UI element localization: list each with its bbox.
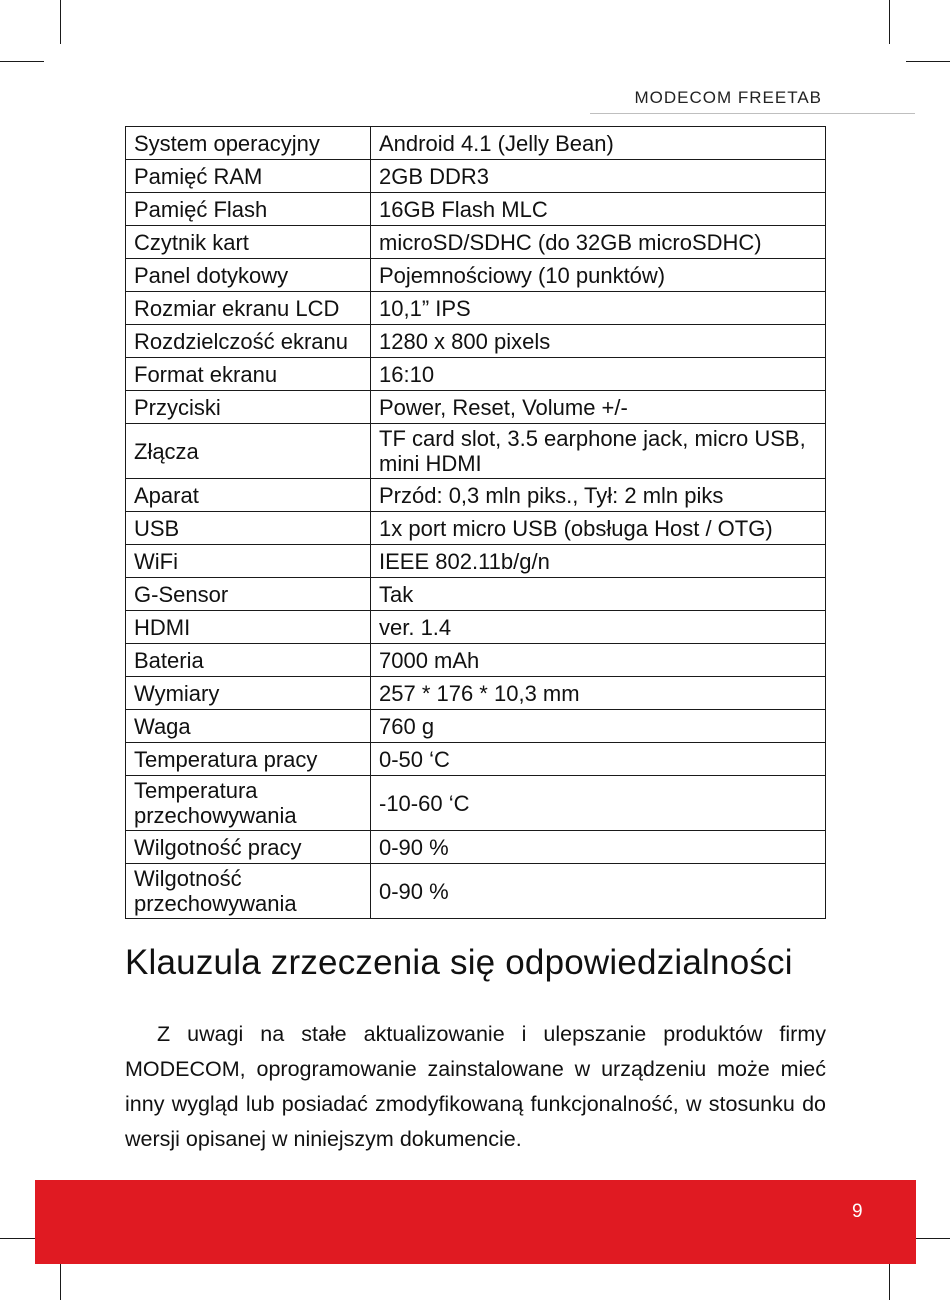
spec-label: Panel dotykowy	[126, 259, 371, 292]
disclaimer-paragraph: Z uwagi na stałe aktualizowanie i ulepszanie produktów firmy MODECOM, oprogramowanie zainstalowane w urządzeniu może mieć inny wygląd lub posiadać zmodyfikowaną funkcjonalność, w stosunku do wersji opisanej w niniejszym dokumencie.	[125, 1022, 826, 1151]
header-rule	[590, 113, 915, 114]
spec-value: 16:10	[371, 358, 826, 391]
table-row	[126, 226, 826, 259]
spec-value: 7000 mAh	[371, 644, 826, 677]
spec-value: Tak	[371, 578, 826, 611]
table-row	[126, 259, 826, 292]
spec-value: 1x port micro USB (obsługa Host / OTG)	[371, 512, 826, 545]
table-row	[126, 545, 826, 578]
spec-value: 16GB Flash MLC	[371, 193, 826, 226]
spec-value: 0-90 %	[371, 864, 826, 919]
spec-value: 1280 x 800 pixels	[371, 325, 826, 358]
spec-label: Czytnik kart	[126, 226, 371, 259]
section-title: Klauzula zrzeczenia się odpowiedzialności	[125, 943, 793, 982]
crop-mark	[906, 61, 950, 62]
table-row	[126, 358, 826, 391]
table-row	[126, 391, 826, 424]
spec-label: Wymiary	[126, 677, 371, 710]
spec-value: 257 * 176 * 10,3 mm	[371, 677, 826, 710]
spec-label: System operacyjny	[126, 127, 371, 160]
table-row	[126, 677, 826, 710]
spec-label: Pamięć Flash	[126, 193, 371, 226]
spec-value: Android 4.1 (Jelly Bean)	[371, 127, 826, 160]
crop-mark	[60, 0, 61, 44]
running-header: MODECOM FREETAB	[634, 88, 822, 107]
spec-label: Pamięć RAM	[126, 160, 371, 193]
spec-label: Rozmiar ekranu LCD	[126, 292, 371, 325]
spec-label: Temperatura przechowywania	[126, 776, 371, 831]
spec-label: WiFi	[126, 545, 371, 578]
table-row	[126, 578, 826, 611]
table-row	[126, 512, 826, 545]
spec-label: Temperatura pracy	[126, 743, 371, 776]
table-row	[126, 611, 826, 644]
spec-value: 0-90 %	[371, 831, 826, 864]
table-row	[126, 776, 826, 831]
table-row	[126, 127, 826, 160]
table-row	[126, 479, 826, 512]
spec-value: TF card slot, 3.5 earphone jack, micro USB, mini HDMI	[371, 424, 826, 479]
crop-mark	[0, 61, 44, 62]
spec-label: Złącza	[126, 424, 371, 479]
spec-label: Format ekranu	[126, 358, 371, 391]
spec-label: Aparat	[126, 479, 371, 512]
table-row	[126, 710, 826, 743]
spec-label: Bateria	[126, 644, 371, 677]
spec-value: 760 g	[371, 710, 826, 743]
spec-label: HDMI	[126, 611, 371, 644]
table-row	[126, 424, 826, 479]
spec-label: USB	[126, 512, 371, 545]
table-row	[126, 644, 826, 677]
table-row	[126, 193, 826, 226]
table-row	[126, 292, 826, 325]
spec-label: Przyciski	[126, 391, 371, 424]
spec-value: IEEE 802.11b/g/n	[371, 545, 826, 578]
spec-value: -10-60 ‘C	[371, 776, 826, 831]
spec-value: microSD/SDHC (do 32GB microSDHC)	[371, 226, 826, 259]
spec-value: Power, Reset, Volume +/-	[371, 391, 826, 424]
spec-value: 2GB DDR3	[371, 160, 826, 193]
footer-band	[35, 1180, 916, 1264]
spec-label: Rozdzielczość ekranu	[126, 325, 371, 358]
spec-value: Przód: 0,3 mln piks., Tył: 2 mln piks	[371, 479, 826, 512]
table-row	[126, 831, 826, 864]
spec-value: ver. 1.4	[371, 611, 826, 644]
spec-value: 10,1” IPS	[371, 292, 826, 325]
page-number: 9	[852, 1201, 863, 1222]
table-row	[126, 864, 826, 919]
spec-label: Wilgotność pracy	[126, 831, 371, 864]
crop-mark	[889, 0, 890, 44]
spec-value: 0-50 ‘C	[371, 743, 826, 776]
spec-label: Waga	[126, 710, 371, 743]
spec-label: Wilgotność przechowywania	[126, 864, 371, 919]
table-row	[126, 325, 826, 358]
table-row	[126, 743, 826, 776]
spec-value: Pojemnościowy (10 punktów)	[371, 259, 826, 292]
table-row	[126, 160, 826, 193]
spec-label: G-Sensor	[126, 578, 371, 611]
spec-table	[125, 126, 826, 919]
